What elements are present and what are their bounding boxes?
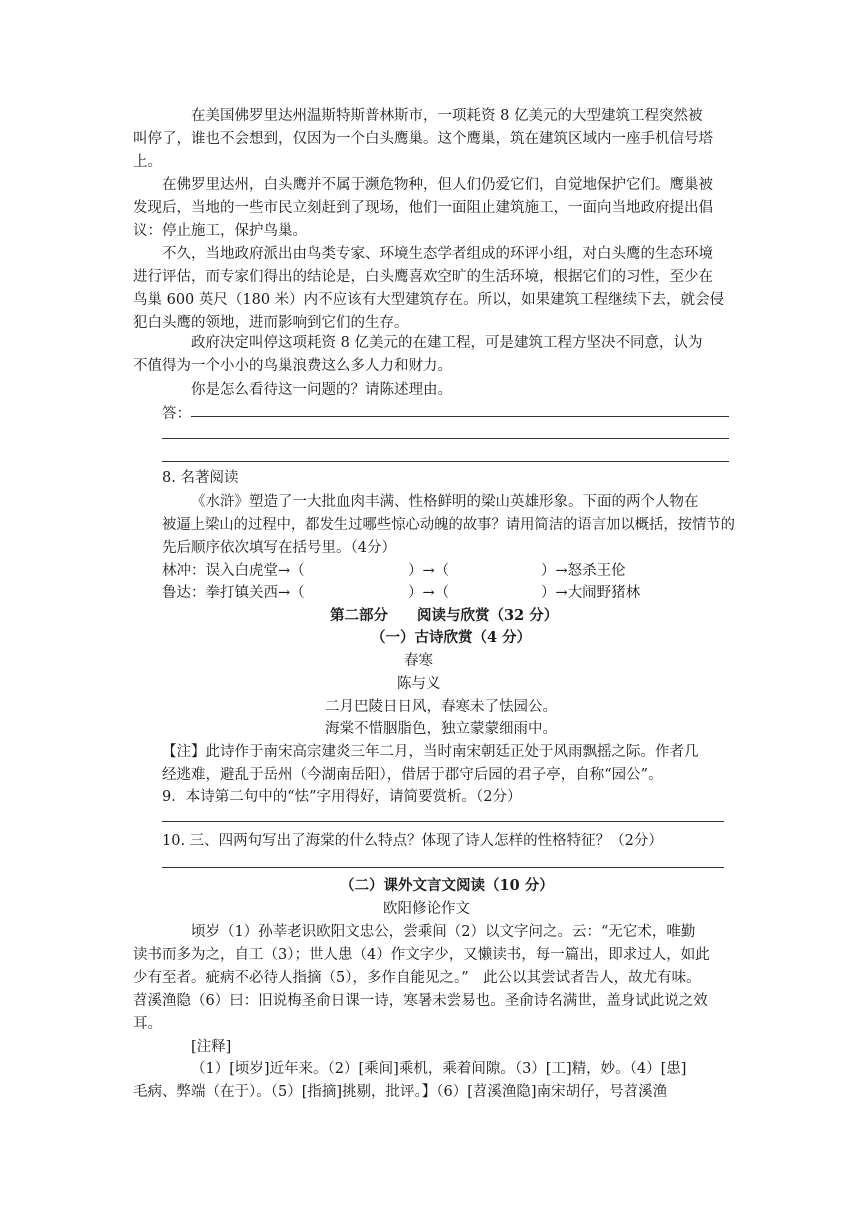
lin-chong-start: 林冲：误入白虎堂→（ <box>162 563 305 579</box>
passage-paragraph-2-line-1: 在佛罗里达州，白头鹰并不属于濒危物种，但人们仍爱它们，自觉地保护它们。鹰巢被 <box>162 177 713 193</box>
section2-heading: （二）课外文言文阅读（10 分） <box>340 877 554 894</box>
question-9: 9．本诗第二句中的“怯”字用得好，请简要赏析。（2分） <box>162 789 522 805</box>
essay-text-line-2: 读书而多为之，自工（3）；世人患（4）作文字少，又懒读书，每一篇出，即求过人，如此 <box>133 947 710 963</box>
notes-line-2: 毛病、弊端（在于）。（5）[指摘]挑剔，批评。】（6）[苕溪渔隐]南宋胡仔，号苕溪渔 <box>133 1084 668 1100</box>
poem-author: 陈与义 <box>397 676 441 692</box>
passage-paragraph-4-line-1: 政府决定叫停这项耗资 8 亿美元的在建工程，可是建筑工程方坚决不同意，认为 <box>191 335 703 351</box>
passage-paragraph-3-line-3: 鸟巢 600 英尺（180 米）内不应该有大型建筑存在。所以，如果建筑工程继续下去，就会侵 <box>133 292 725 308</box>
part2-heading: 第二部分 阅读与欣赏（32 分） <box>330 607 559 624</box>
lu-da-start: 鲁达：拳打镇关西→（ <box>162 585 305 601</box>
q8-paragraph-line-1: 《水浒》塑造了一大批血肉丰满、性格鲜明的梁山英雄形象。下面的两个人物在 <box>191 494 699 510</box>
lin-chong-blank-separator: ）→（ <box>408 563 450 579</box>
passage-paragraph-3-line-1: 不久，当地政府派出由鸟类专家、环境生态学者组成的环评小组，对白头鹰的生态环境 <box>162 246 713 262</box>
passage-question: 你是怎么看待这一问题的？请陈述理由。 <box>191 382 452 398</box>
passage-paragraph-4-line-2: 不值得为一个小小的鸟巢浪费这么多人力和财力。 <box>133 358 452 374</box>
lu-da-blank-separator: ）→（ <box>408 585 450 601</box>
essay-text-line-5: 耳。 <box>133 1016 162 1032</box>
passage-paragraph-3-line-2: 进行评估，而专家们得出的结论是，白头鹰喜欢空旷的生活环境，根据它们的习性，至少在 <box>133 269 713 285</box>
poem-title: 春寒 <box>404 653 433 669</box>
essay-text-line-4: 苕溪渔隐（6）曰：旧说梅圣俞日课一诗，寒暑未尝易也。圣俞诗名满世，盖身试此说之效 <box>133 993 708 1009</box>
notes-line-1: （1）[顷岁]近年来。（2）[乘间]乘机，乘着间隙。（3）[工]精，妙。（4）[患] <box>191 1061 687 1077</box>
answer-line-3[interactable] <box>162 461 729 462</box>
passage-paragraph-1-line-3: 上。 <box>133 154 162 170</box>
q10-answer-line[interactable] <box>162 867 724 868</box>
poem-line-2: 海棠不惜胭脂色，独立蒙蒙细雨中。 <box>325 721 557 737</box>
q9-answer-line[interactable] <box>162 821 724 822</box>
notes-label: [注释] <box>191 1039 232 1055</box>
lin-chong-end: ）→怒杀王伦 <box>541 563 626 579</box>
passage-paragraph-2-line-3: 议：停止施工，保护鸟巢。 <box>133 223 307 239</box>
q8-title: 8. 名著阅读 <box>162 470 239 486</box>
poem-note-line-2: 经逃难，避乱于岳州（今湖南岳阳），借居于郡守后园的君子亭，自称“园公”。 <box>162 767 663 783</box>
poem-note-line-1: 【注】此诗作于南宋高宗建炎三年二月，当时南宋朝廷正处于风雨飘摇之际。作者几 <box>162 744 699 760</box>
lu-da-end: ）→大闹野猪林 <box>541 585 641 601</box>
question-10: 10. 三、四两句写出了海棠的什么特点？体现了诗人怎样的性格特征？（2分） <box>162 833 663 849</box>
section1-heading: （一）古诗欣赏（4 分） <box>371 629 532 646</box>
essay-text-line-1: 顷岁（1）孙莘老识欧阳文忠公，尝乘间（2）以文字问之。云：“无它术，唯勤 <box>191 924 696 940</box>
essay-text-line-3: 少有至者。疵病不必待人指摘（5），多作自能见之。” 此公以其尝试者告人，故尤有味。 <box>133 970 701 986</box>
passage-paragraph-3-line-4: 犯白头鹰的领地，进而影响到它们的生存。 <box>133 315 409 331</box>
answer-line-1[interactable] <box>191 416 729 417</box>
q8-paragraph-line-2: 被逼上梁山的过程中，都发生过哪些惊心动魄的故事？请用简洁的语言加以概括，按情节的 <box>162 517 735 533</box>
answer-label: 答： <box>162 406 191 422</box>
q8-paragraph-line-3: 先后顺序依次填写在括号里。（4分） <box>162 540 396 556</box>
passage-paragraph-1-line-2: 叫停了，谁也不会想到，仅因为一个白头鹰巢。这个鹰巢，筑在建筑区域内一座手机信号塔 <box>133 131 713 147</box>
passage-paragraph-2-line-2: 发现后，当地的一些市民立刻赶到了现场，他们一面阻止建筑施工，一面向当地政府提出倡 <box>133 200 713 216</box>
essay-title: 欧阳修论作文 <box>383 901 470 917</box>
poem-line-1: 二月巴陵日日风，春寒未了怯园公。 <box>325 699 557 715</box>
answer-line-2[interactable] <box>162 438 729 439</box>
passage-paragraph-1-line-1: 在美国佛罗里达州温斯特斯普林斯市，一项耗资 8 亿美元的大型建筑工程突然被 <box>191 108 703 124</box>
